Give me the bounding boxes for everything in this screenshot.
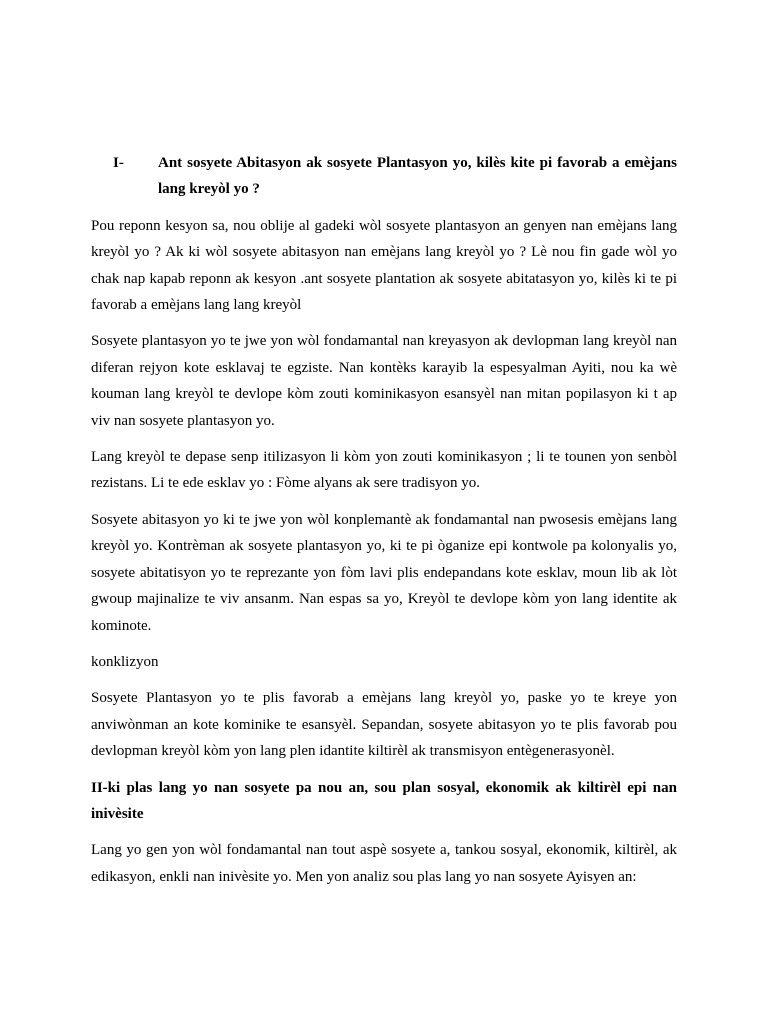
paragraph-resistance: Lang kreyòl te depase senp itilizasyon li kòm yon zouti kominikasyon ; li te tounen yon senbòl rezistans. Li te ede esklav yo : Fòme alyans ak sere tradisyon yo. xyxy=(91,449,677,492)
section-2-heading: II-ki plas lang yo nan sosyete pa nou an, sou plan sosyal, ekonomik ak kiltirèl epi nan inivèsite xyxy=(91,779,677,822)
paragraph-section-2: Lang yo gen yon wòl fondamantal nan tout aspè sosyete a, tankou sosyal, ekonomik, kiltirèl, ak edikasyon, enkli nan inivèsite yo. Men yon analiz sou plas lang yo nan sosyete Ayisyen an: xyxy=(91,842,677,885)
paragraph-habitation: Sosyete abitasyon yo ki te jwe yon wòl konplemantè ak fondamantal nan pwosesis emèjans lang kreyòl yo. Kontrèman ak sosyete plantasyon yo, ki te pi òganize epi kontwole pa kolonyalis yo, sosyete abitatisyon yo te reprezante yon fòm lavi plis endepandans kote esklav, moun lib ak lòt gwoup majinalize te viv ansanm. Nan espas sa yo, Kreyòl te devlope kòm yon lang identite ak kominote. xyxy=(91,511,677,634)
paragraph-conclusion: Sosyete Plantasyon yo te plis favorab a emèjans lang kreyòl yo, paske yo te kreye yon anviwònman an kote kominike te esansyèl. Sepandan, sosyete abitasyon yo te plis favorab pou devlopman kreyòl kòm yon lang plen idantite kiltirèl ak transmisyon entègenerasyonèl. xyxy=(91,690,677,760)
conclusion-label: konklizyon xyxy=(91,653,159,670)
paragraph-plantation: Sosyete plantasyon yo te jwe yon wòl fondamantal nan kreyasyon ak devlopman lang kreyòl nan diferan rejyon kote esklavaj te egziste. Nan kontèks karayib la espesyalman Ayiti, nou ka wè kouman lang kreyòl te devlope kòm zouti kominikasyon esansyèl nan mitan popilasyon ki t ap viv nan sosyete plantasyon yo. xyxy=(91,333,677,429)
section-1-heading xyxy=(91,150,677,203)
section-1-number: I- xyxy=(113,155,124,171)
document-page xyxy=(91,150,677,900)
paragraph-intro: Pou reponn kesyon sa, nou oblije al gadeki wòl sosyete plantasyon an genyen nan emèjans lang kreyòl yo ? Ak ki wòl sosyete abitasyon nan emèjans lang kreyòl yo ? Lè nou fin gade wòl yo chak nap kapab reponn ak kesyon .ant sosyete plantation ak sosyete abitatasyon yo, kilès ki te pi favorab a emèjans lang lang kreyòl xyxy=(91,217,677,314)
section-1-title: Ant sosyete Abitasyon ak sosyete Plantasyon yo, kilès kite pi favorab a emèjans lang kreyòl yo ? xyxy=(158,155,677,198)
